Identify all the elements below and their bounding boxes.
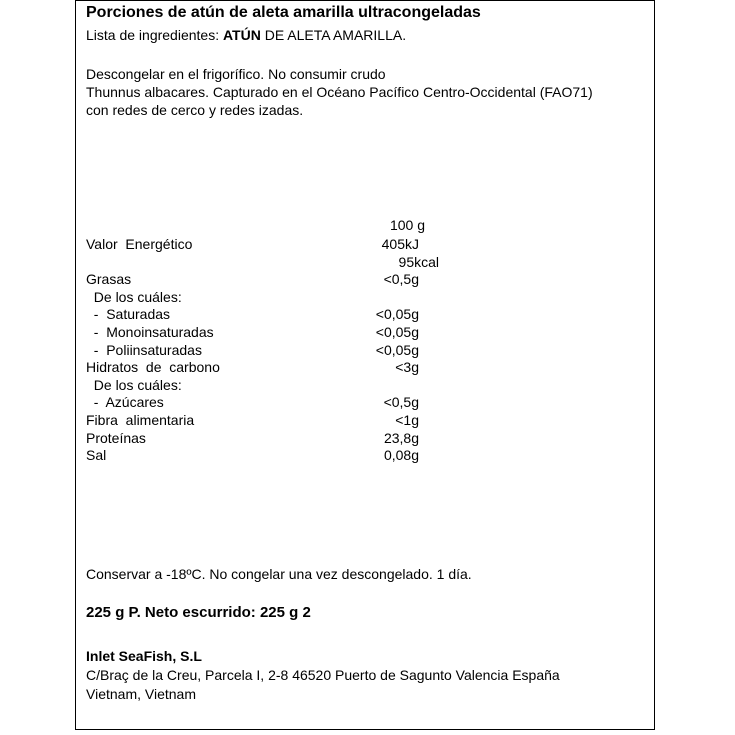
ingredients-rest: DE ALETA AMARILLA. (260, 27, 407, 43)
ingredients-allergen: ATÚN (222, 27, 261, 43)
company-address: C/Braç de la Creu, Parcela I, 2-8 46520 Puerto de Sagunto Valencia España (86, 667, 560, 683)
instructions-line-3: con redes de cerco y redes izadas. (86, 102, 304, 118)
nutrition-row-label: Hidratos de carbono (86, 359, 220, 375)
nutrition-row-value: <0,05g (375, 342, 419, 358)
instructions-line-1: Descongelar en el frigorífico. No consumir crudo (86, 66, 386, 82)
nutrition-row-label: - Saturadas (86, 306, 171, 322)
nutrition-row-value: <0,05g (375, 324, 419, 340)
storage-instructions: Conservar a -18ºC. No congelar una vez descongelado. 1 día. (86, 566, 472, 582)
nutrition-row-value: 95kcal (398, 254, 439, 270)
nutrition-row-value: <3g (395, 359, 419, 375)
nutrition-row-label: De los cuáles: (86, 289, 182, 305)
nutrition-row-value: 23,8g (383, 430, 419, 446)
nutrition-row-value: <0,5g (383, 271, 419, 287)
nutrition-row-label: Sal (86, 447, 107, 463)
nutrition-row-value: <1g (395, 412, 419, 428)
nutrition-row-value: <0,5g (383, 394, 419, 410)
instructions-line-2: Thunnus albacares. Capturado en el Océano Pacífico Centro-Occidental (FAO71) (86, 84, 593, 100)
product-title: Porciones de atún de aleta amarilla ultracongeladas (86, 4, 481, 21)
nutrition-header: 100 g (389, 217, 425, 233)
ingredients-label: Lista de ingredientes: (86, 27, 223, 43)
nutrition-row-label: Valor Energético (86, 236, 193, 252)
nutrition-row-label: - Azúcares (86, 394, 164, 410)
nutrition-row-label: - Poliinsaturadas (86, 342, 202, 358)
nutrition-row-label: Grasas (86, 271, 132, 287)
nutrition-row-value: <0,05g (375, 306, 419, 322)
nutrition-row-label: Proteínas (86, 430, 146, 446)
net-weight: 225 g P. Neto escurrido: 225 g 2 (86, 604, 311, 621)
nutrition-row-label: Fibra alimentaria (86, 412, 195, 428)
nutrition-row-label: - Monoinsaturadas (86, 324, 214, 340)
origin-country: Vietnam, Vietnam (86, 686, 196, 702)
nutrition-row-value: 405kJ (381, 236, 419, 252)
ingredients-line (86, 27, 406, 44)
nutrition-row-value: 0,08g (383, 447, 419, 463)
company-name: Inlet SeaFish, S.L (86, 648, 202, 664)
nutrition-row-label: De los cuáles: (86, 377, 182, 393)
